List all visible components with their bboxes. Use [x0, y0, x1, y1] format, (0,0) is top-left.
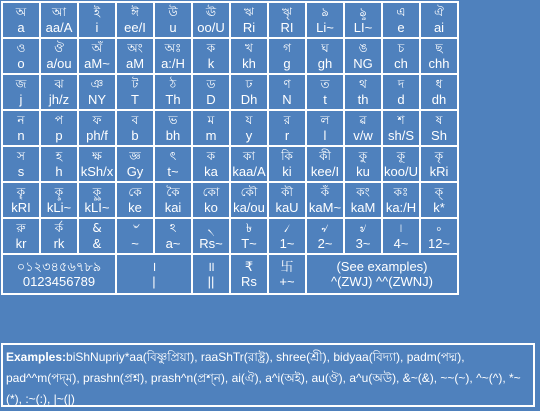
bengali-glyph: অঁ: [91, 41, 103, 55]
roman-key: k: [207, 56, 215, 71]
letter-cell: [154, 2, 192, 38]
letter-cell: [2, 38, 40, 74]
letter-cell: [40, 218, 78, 254]
roman-key: ~: [131, 236, 139, 251]
letter-cell: [2, 2, 40, 38]
letter-cell: [154, 218, 192, 254]
letter-cell: [154, 38, 192, 74]
letter-cell: [2, 146, 40, 182]
roman-key: aM~: [84, 56, 110, 71]
letter-cell: [192, 182, 230, 218]
bengali-glyph: চ: [397, 41, 405, 55]
roman-key: bh: [165, 128, 181, 143]
bengali-glyph: অং: [127, 41, 143, 55]
letter-cell: [268, 38, 306, 74]
bengali-glyph: ৡ: [359, 5, 367, 19]
digits-bengali: ০১২৩৪৫৬৭৮৯: [16, 259, 102, 274]
letter-cell: [40, 2, 78, 38]
letter-cell: [382, 218, 420, 254]
bengali-glyph: ল: [320, 113, 330, 127]
bengali-glyph: কৌ: [240, 185, 258, 199]
letter-cell: [2, 110, 40, 146]
bengali-glyph: আ: [52, 5, 66, 19]
letter-cell: [116, 110, 154, 146]
bengali-glyph: ভ: [168, 113, 178, 127]
roman-key: e: [397, 20, 405, 35]
roman-key: a: [17, 20, 25, 35]
rupee-cell: [230, 254, 268, 294]
danda-cell: [116, 254, 192, 294]
letter-cell: [344, 182, 382, 218]
roman-key: RI: [280, 20, 294, 35]
bengali-glyph: এ: [396, 5, 406, 19]
letter-cell: [344, 146, 382, 182]
bengali-glyph: জ্ঞ: [129, 149, 141, 163]
bengali-glyph: কে: [128, 185, 142, 199]
letter-cell: [420, 110, 458, 146]
letter-cell: [40, 146, 78, 182]
zwj-roman: ^(ZWJ) ^^(ZWNJ): [330, 274, 434, 289]
roman-key: ka:/H: [385, 200, 417, 215]
bengali-glyph: ৶: [359, 221, 367, 235]
roman-key: m: [205, 128, 217, 143]
roman-key: i: [95, 20, 99, 35]
letter-cell: [78, 74, 116, 110]
roman-key: koo/U: [384, 164, 418, 179]
digits-cell: [2, 254, 116, 294]
roman-key: LI~: [353, 20, 373, 35]
letter-cell: [268, 146, 306, 182]
roman-key: n: [17, 128, 25, 143]
letter-cell: [382, 38, 420, 74]
roman-key: k*: [433, 200, 445, 215]
roman-key: ku: [356, 164, 370, 179]
bengali-glyph: থ: [359, 77, 367, 91]
roman-key: Gy: [126, 164, 144, 179]
roman-key: aM: [125, 56, 145, 71]
bengali-glyph: ৺: [131, 221, 139, 235]
bengali-glyph: ঘ: [321, 41, 329, 55]
roman-key: r: [284, 128, 290, 143]
roman-key: Sh: [431, 128, 447, 143]
bengali-glyph: ৹: [436, 221, 442, 235]
bengali-glyph: ঙ: [358, 41, 368, 55]
letter-cell: [420, 38, 458, 74]
letter-cell: [230, 74, 268, 110]
table-row: [2, 146, 458, 182]
bengali-glyph: র্ক: [54, 221, 64, 235]
swastika-icon: 卐: [280, 259, 294, 274]
roman-key: kr: [15, 236, 27, 251]
danda-glyph: ।: [151, 259, 157, 274]
letter-cell: [382, 110, 420, 146]
roman-key: kLi~: [46, 200, 72, 215]
double-danda-cell: [192, 254, 230, 294]
bengali-glyph: ষ: [435, 113, 443, 127]
bengali-glyph: ট: [131, 77, 139, 91]
roman-key: kaU: [275, 200, 299, 215]
bengali-glyph: ঔ: [54, 41, 64, 55]
roman-key: l: [323, 128, 327, 143]
letter-cell: [116, 74, 154, 110]
roman-key: y: [245, 128, 253, 143]
roman-key: 12~: [427, 236, 451, 251]
roman-key: dh: [431, 92, 447, 107]
bengali-glyph: উ: [168, 5, 178, 19]
table-row: [2, 218, 458, 254]
letter-cell: [192, 74, 230, 110]
letter-cell: [192, 218, 230, 254]
roman-key: &: [92, 236, 102, 251]
bengali-glyph: অঃ: [164, 41, 182, 55]
bengali-glyph: ণ: [283, 77, 291, 91]
bengali-glyph: ঋ: [244, 5, 254, 19]
roman-key: ko: [204, 200, 218, 215]
bengali-glyph: ক্: [434, 185, 444, 199]
letter-cell: [382, 2, 420, 38]
letter-cell: [306, 218, 344, 254]
roman-key: d: [397, 92, 405, 107]
bengali-glyph: ৴: [283, 221, 291, 235]
roman-key: NG: [353, 56, 373, 71]
roman-key: ch: [394, 56, 408, 71]
bengali-glyph: ক: [206, 149, 216, 163]
bengali-glyph: কী: [319, 149, 331, 163]
bengali-glyph: কৃ: [434, 149, 444, 163]
rupee-roman: Rs: [241, 274, 257, 289]
table-row: [2, 2, 458, 38]
letter-cell: [116, 38, 154, 74]
table-row: [2, 182, 458, 218]
roman-key: 3~: [355, 236, 371, 251]
letter-cell: [306, 146, 344, 182]
roman-key: ee/I: [124, 20, 146, 35]
letter-cell: [344, 218, 382, 254]
character-table: [1, 1, 459, 295]
roman-key: T~: [241, 236, 257, 251]
roman-key: Rs~: [199, 236, 223, 251]
bengali-glyph: কৗ: [281, 185, 293, 199]
swastika-cell: [268, 254, 306, 294]
letter-cell: [230, 2, 268, 38]
bengali-glyph: কা: [243, 149, 255, 163]
letter-cell: [154, 74, 192, 110]
bengali-glyph: র: [283, 113, 291, 127]
letter-cell: [78, 146, 116, 182]
bengali-glyph: দ: [397, 77, 405, 91]
table-row: [2, 110, 458, 146]
letter-cell: [116, 182, 154, 218]
bengali-glyph: কূ: [396, 149, 406, 163]
letter-cell: [230, 218, 268, 254]
bengali-glyph: রু: [16, 221, 26, 235]
bengali-glyph: শ: [397, 113, 405, 127]
roman-key: Li~: [316, 20, 334, 35]
danda-roman: |: [152, 274, 156, 289]
roman-key: ka: [204, 164, 218, 179]
examples-box: [1, 343, 535, 407]
bengali-glyph: ঊ: [205, 5, 217, 19]
roman-key: D: [206, 92, 216, 107]
roman-key: a~: [165, 236, 181, 251]
letter-cell: [78, 182, 116, 218]
bengali-glyph: ঞ: [90, 77, 104, 91]
bengali-glyph: ছ: [435, 41, 443, 55]
bengali-glyph: কঁ: [320, 185, 330, 199]
roman-key: g: [283, 56, 291, 71]
roman-key: gh: [317, 56, 333, 71]
bengali-glyph: অ: [15, 5, 27, 19]
bengali-glyph: ক: [206, 41, 216, 55]
bengali-glyph: য: [245, 113, 253, 127]
roman-key: ai: [433, 20, 445, 35]
bengali-glyph: কৣ: [92, 185, 102, 199]
letter-cell: [154, 146, 192, 182]
roman-key: ka/ou: [233, 200, 265, 215]
letter-cell: [154, 110, 192, 146]
letter-cell: [344, 74, 382, 110]
letter-cell: [230, 182, 268, 218]
roman-key: a:/H: [161, 56, 185, 71]
bengali-glyph: ঽ: [169, 221, 177, 235]
letter-cell: [154, 182, 192, 218]
bengali-glyph: ড: [206, 77, 216, 91]
bengali-glyph: &: [92, 221, 102, 235]
examples-label: Examples:: [6, 350, 67, 364]
letter-cell: [420, 182, 458, 218]
roman-key: kai: [164, 200, 182, 215]
letter-cell: [344, 38, 382, 74]
roman-key: s: [17, 164, 25, 179]
bengali-glyph: ৱ: [359, 113, 367, 127]
letter-cell: [78, 38, 116, 74]
bengali-glyph: ন: [17, 113, 25, 127]
roman-key: jh/z: [48, 92, 70, 107]
letter-cell: [382, 146, 420, 182]
bengali-glyph: কৄ: [16, 185, 26, 199]
bengali-glyph: ধ: [435, 77, 443, 91]
letter-cell: [306, 182, 344, 218]
roman-key: b: [131, 128, 139, 143]
bengali-glyph: ত: [320, 77, 330, 91]
letter-cell: [230, 110, 268, 146]
double-danda-glyph: ॥: [207, 259, 215, 274]
roman-key: kh: [242, 56, 256, 71]
bengali-glyph: ক্ষ: [92, 149, 102, 163]
roman-key: kLI~: [84, 200, 110, 215]
bengali-glyph: কু: [358, 149, 368, 163]
roman-key: a/ou: [46, 56, 72, 71]
roman-key: chh: [428, 56, 450, 71]
bengali-glyph: হ: [55, 149, 63, 163]
letter-cell: [40, 110, 78, 146]
bengali-glyph: ব: [131, 113, 139, 127]
letter-cell: [2, 218, 40, 254]
bengali-glyph: কঃ: [393, 185, 409, 199]
letter-cell: [192, 110, 230, 146]
roman-key: kaM: [350, 200, 376, 215]
letter-cell: [420, 74, 458, 110]
roman-key: N: [282, 92, 292, 107]
swastika-roman: +~: [279, 274, 295, 289]
roman-key: t: [323, 92, 327, 107]
roman-key: rk: [53, 236, 65, 251]
roman-key: NY: [87, 92, 107, 107]
roman-key: th: [357, 92, 369, 107]
letter-cell: [192, 146, 230, 182]
roman-key: Ri: [242, 20, 256, 35]
letter-cell: [420, 218, 458, 254]
letter-cell: [268, 74, 306, 110]
bengali-glyph: কৈ: [166, 185, 180, 199]
roman-key: aa/A: [45, 20, 73, 35]
letter-cell: [40, 38, 78, 74]
roman-key: h: [55, 164, 63, 179]
letter-cell: [192, 38, 230, 74]
bengali-glyph: গ: [283, 41, 291, 55]
letter-cell: [268, 2, 306, 38]
bengali-glyph: ঈ: [131, 5, 139, 19]
bengali-glyph: স: [17, 149, 25, 163]
letter-cell: [2, 74, 40, 110]
roman-key: Th: [165, 92, 181, 107]
letter-cell: [306, 2, 344, 38]
roman-key: kaM~: [308, 200, 342, 215]
bengali-glyph: ৠ: [282, 5, 292, 19]
table-row: [2, 38, 458, 74]
double-danda-roman: ||: [207, 274, 215, 289]
letter-cell: [40, 182, 78, 218]
roman-key: t~: [167, 164, 179, 179]
bengali-glyph: ৲: [207, 221, 215, 235]
letter-cell: [40, 74, 78, 110]
bengali-glyph: ফ: [92, 113, 102, 127]
roman-key: kee/I: [310, 164, 340, 179]
letter-cell: [382, 182, 420, 218]
roman-key: 2~: [317, 236, 333, 251]
roman-key: 4~: [393, 236, 409, 251]
see-examples-note: (See examples): [336, 259, 428, 274]
letter-cell: [420, 2, 458, 38]
letter-cell: [382, 74, 420, 110]
bengali-glyph: জ: [15, 77, 27, 91]
roman-key: kSh/x: [80, 164, 114, 179]
bengali-glyph: ৷: [399, 221, 402, 235]
letter-cell: [306, 38, 344, 74]
roman-key: T: [131, 92, 139, 107]
bengali-glyph: ম: [207, 113, 215, 127]
roman-key: Dh: [240, 92, 258, 107]
bengali-glyph: ঐ: [434, 5, 444, 19]
letter-cell: [192, 2, 230, 38]
table-row: [2, 254, 458, 294]
letter-cell: [2, 182, 40, 218]
roman-key: oo/U: [197, 20, 225, 35]
letter-cell: [78, 218, 116, 254]
bengali-glyph: কং: [356, 185, 370, 199]
roman-key: v/w: [353, 128, 373, 143]
bengali-glyph: ঢ: [245, 77, 253, 91]
examples-text: biShNupriy*aa(বিষ্ণুপ্রিয়া), raaShTr(রাষ্ট্র), shree(শ্রী), bidyaa(বিদ্যা), padm(পদ্ম), pad^^m(পদ্‌ম), prashn(প্রশ্ন), prash^n(প্রশ্‌ন), ai(ঐ), a^i(অই), au(ঔ), a^u(অউ), &~(&), ~~(~), ^~(^), *~(*), :~(:), |~(|): [6, 350, 521, 406]
letter-cell: [230, 38, 268, 74]
bengali-glyph: ৵: [321, 221, 329, 235]
bengali-glyph: ই: [93, 5, 101, 19]
zwj-cell: [306, 254, 458, 294]
roman-key: ki: [282, 164, 292, 179]
table-row: [2, 74, 458, 110]
letter-cell: [344, 110, 382, 146]
letter-cell: [268, 110, 306, 146]
roman-key: kaa/A: [232, 164, 266, 179]
letter-cell: [116, 146, 154, 182]
roman-key: ph/f: [86, 128, 108, 143]
bengali-glyph: ঌ: [321, 5, 329, 19]
letter-cell: [78, 110, 116, 146]
roman-key: sh/S: [387, 128, 414, 143]
bengali-glyph: ঠ: [169, 77, 177, 91]
letter-cell: [306, 110, 344, 146]
letter-cell: [116, 2, 154, 38]
bengali-glyph: খ: [245, 41, 253, 55]
letter-cell: [268, 182, 306, 218]
letter-cell: [116, 218, 154, 254]
letter-cell: [306, 74, 344, 110]
roman-key: o: [17, 56, 25, 71]
letter-cell: [268, 218, 306, 254]
letter-cell: [420, 146, 458, 182]
rupee-glyph: ₹: [244, 259, 254, 274]
letter-cell: [78, 2, 116, 38]
bengali-glyph: ও: [16, 41, 26, 55]
digits-latin: 0123456789: [22, 274, 96, 289]
bengali-glyph: ৳: [246, 221, 252, 235]
bengali-glyph: কো: [202, 185, 220, 199]
bengali-glyph: কি: [281, 149, 293, 163]
letter-cell: [230, 146, 268, 182]
roman-key: kRI: [11, 200, 31, 215]
bengali-glyph: কৢ: [54, 185, 64, 199]
roman-key: kRi: [429, 164, 449, 179]
letter-cell: [344, 2, 382, 38]
roman-key: 1~: [279, 236, 295, 251]
roman-key: ke: [128, 200, 142, 215]
bengali-glyph: ঝ: [54, 77, 64, 91]
roman-key: u: [169, 20, 177, 35]
bengali-glyph: ৎ: [169, 149, 177, 163]
roman-key: p: [55, 128, 63, 143]
roman-key: j: [19, 92, 23, 107]
bengali-glyph: প: [54, 113, 64, 127]
